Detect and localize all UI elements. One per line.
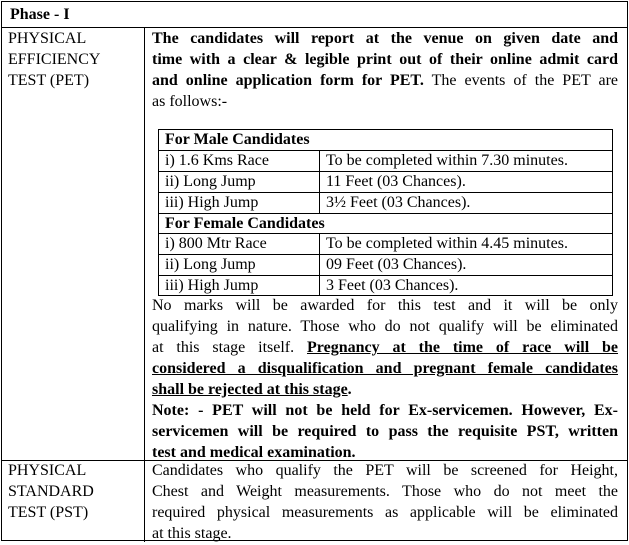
pet-body-line: qualifying in nature. Those who do not qualify will be eliminated: [152, 318, 618, 335]
event-criteria: To be completed within 7.30 minutes.: [326, 152, 568, 169]
document-table: [1, 1, 628, 541]
event-criteria: To be completed within 4.45 minutes.: [326, 235, 568, 252]
pst-line: at this stage.: [152, 525, 232, 542]
pet-body-line: [152, 338, 618, 359]
male-heading: For Male Candidates: [165, 131, 310, 148]
marks-tail: at this stage itself.: [152, 339, 295, 356]
male-heading-row: [159, 130, 612, 151]
event-criteria: 11 Feet (03 Chances).: [326, 173, 466, 190]
pet-note-line: Note: - PET will not be held for Ex-servicemen. However, Ex-: [152, 402, 618, 419]
pregnancy-text: shall be rejected at this stage: [152, 381, 348, 398]
pet-body-line: No marks will be awarded for this test and it will be only: [152, 297, 618, 314]
pst-label-line: PHYSICAL: [8, 462, 87, 479]
female-heading: For Female Candidates: [165, 215, 325, 232]
pst-label: [8, 461, 138, 523]
column-divider: [144, 28, 145, 542]
table-row: [159, 275, 612, 297]
pst-line: Candidates who qualify the PET will be screened for Height,: [152, 462, 618, 479]
event-name: i) 1.6 Kms Race: [165, 152, 269, 169]
pet-intro-line: [152, 71, 618, 92]
event-name: i) 800 Mtr Race: [165, 235, 267, 252]
phase-title: Phase - I: [10, 6, 70, 23]
pst-line: Chest and Weight measurements. Those who do not meet the: [152, 483, 618, 500]
pet-note-line: test and medical examination.: [152, 444, 356, 461]
female-heading-row: [159, 213, 612, 235]
pst-label-line: STANDARD: [8, 482, 94, 500]
table-row: [159, 192, 612, 214]
pst-label-line: TEST (PST): [8, 503, 89, 521]
pet-intro-tail: The events of the PET are: [423, 72, 618, 89]
pet-body-line: [152, 380, 618, 401]
event-name: iii) High Jump: [165, 277, 259, 294]
table-row: [159, 171, 612, 193]
pet-body-line: considered a disqualification and pregnant female candidates: [152, 360, 618, 377]
event-criteria: 09 Feet (03 Chances).: [326, 256, 467, 273]
pet-intro-line: time with a clear & legible print out of their online admit card: [152, 51, 618, 68]
pregnancy-end: .: [347, 381, 352, 398]
event-name: iii) High Jump: [165, 194, 259, 211]
pet-label-line: EFFICIENCY: [8, 50, 101, 68]
event-name: ii) Long Jump: [165, 256, 256, 273]
pet-label-line: TEST (PET): [8, 71, 90, 89]
pst-line: required physical measurements as applicable will be eliminated: [152, 504, 618, 521]
table-row: [159, 254, 612, 276]
event-criteria: 3½ Feet (03 Chances).: [326, 194, 471, 211]
pet-intro-bold: and online application form for PET.: [152, 72, 424, 89]
pet-events-table: [158, 129, 613, 296]
pet-label-line: PHYSICAL: [8, 30, 87, 47]
table-row: [159, 150, 612, 172]
phase-header-row: [2, 2, 627, 28]
pet-label: [8, 29, 138, 91]
pet-intro-line: The candidates will report at the venue on given date and: [152, 30, 618, 47]
pregnancy-text: Pregnancy at the time of race will be: [307, 339, 619, 356]
pet-intro-line: as follows:-: [152, 93, 228, 110]
pet-note-line: servicemen will be required to pass the requisite PST, written: [152, 423, 618, 440]
table-row: [159, 233, 612, 255]
event-name: ii) Long Jump: [165, 173, 256, 190]
event-criteria: 3 Feet (03 Chances).: [326, 277, 459, 294]
